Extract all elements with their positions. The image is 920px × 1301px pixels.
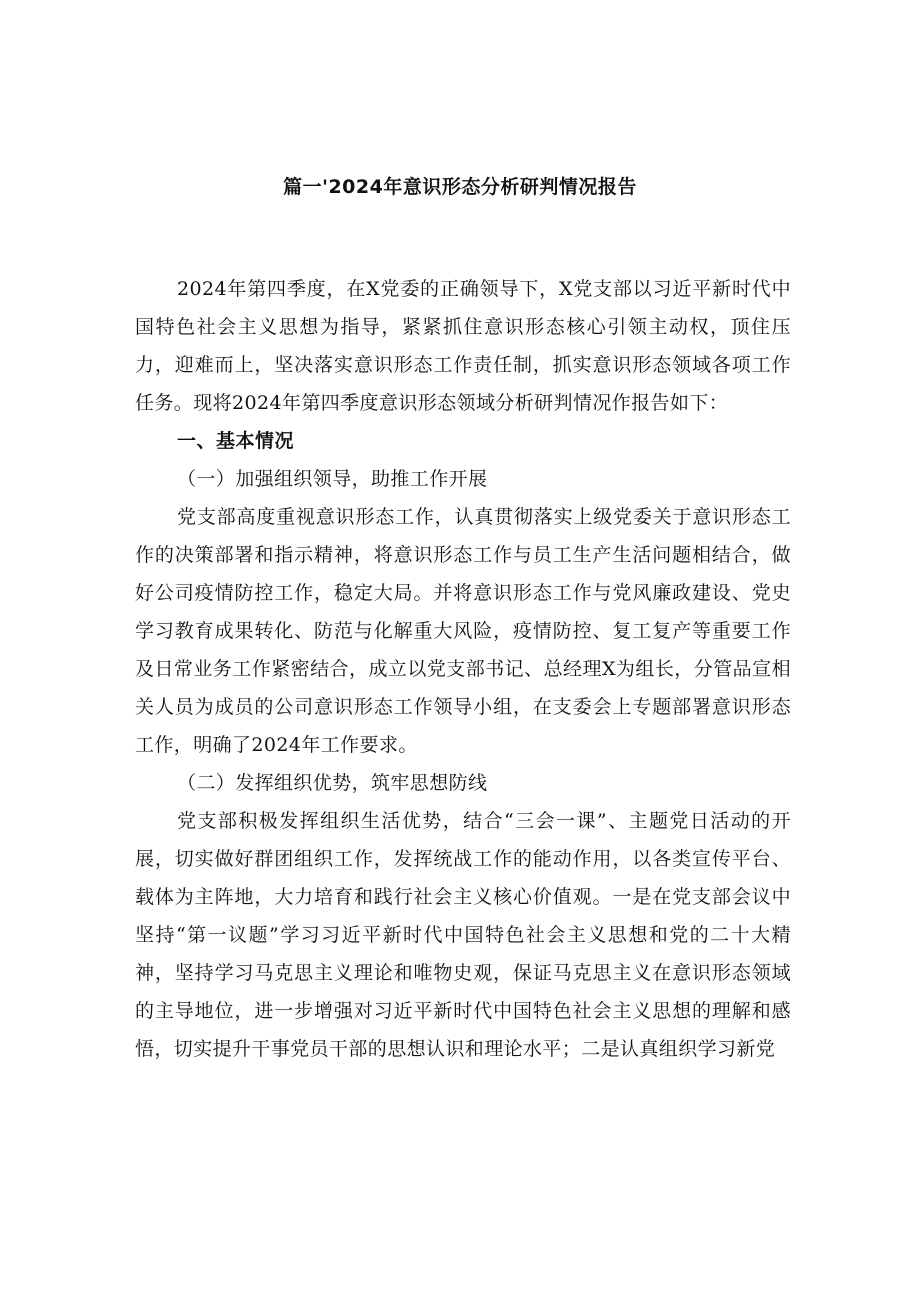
subsection-heading-2: （二）发挥组织优势，筑牢思想防线: [177, 772, 488, 794]
subsection-2-paragraph: 党支部积极发挥组织生活优势，结合“三会一课”、主题党日活动的开展，切实做好群团组织工作，发挥统战工作的能动作用，以各类宣传平台、载体为主阵地，大力培育和践行社会主义核心价值观。一是在党支部会议中坚持“第一议题”学习习近平新时代中国特色社会主义思想和党的二十大精神，坚持学习马克思主义理论和唯物史观，保证马克思主义在意识形态领域的主导地位，进一步增强对习近平新时代中国特色社会主义思想的理解和感悟，切实提升干事党员干部的思想认识和理论水平；二是认真组织学习新党: [135, 810, 791, 1060]
document-body: [135, 270, 791, 1068]
intro-paragraph: 2024年第四季度，在X党委的正确领导下，X党支部以习近平新时代中国特色社会主义思想为指导，紧紧抓住意识形态核心引领主动权，顶住压力，迎难而上，坚决落实意识形态工作责任制，抓实意识形态领域各项工作任务。现将2024年第四季度意识形态领域分析研判情况作报告如下：: [135, 278, 791, 414]
section-heading-basic-situation: 一、基本情况: [177, 430, 295, 452]
document-title: 篇一'2024年意识形态分析研判情况报告: [283, 176, 637, 198]
subsection-heading-1: （一）加强组织领导，助推工作开展: [177, 468, 488, 490]
subsection-1-paragraph: 党支部高度重视意识形态工作，认真贯彻落实上级党委关于意识形态工作的决策部署和指示精神，将意识形态工作与员工生产生活问题相结合，做好公司疫情防控工作，稳定大局。并将意识形态工作与党风廉政建设、党史学习教育成果转化、防范与化解重大风险，疫情防控、复工复产等重要工作及日常业务工作紧密结合，成立以党支部书记、总经理X为组长，分管品宣相关人员为成员的公司意识形态工作领导小组，在支委会上专题部署意识形态工作，明确了2024年工作要求。: [135, 506, 791, 756]
